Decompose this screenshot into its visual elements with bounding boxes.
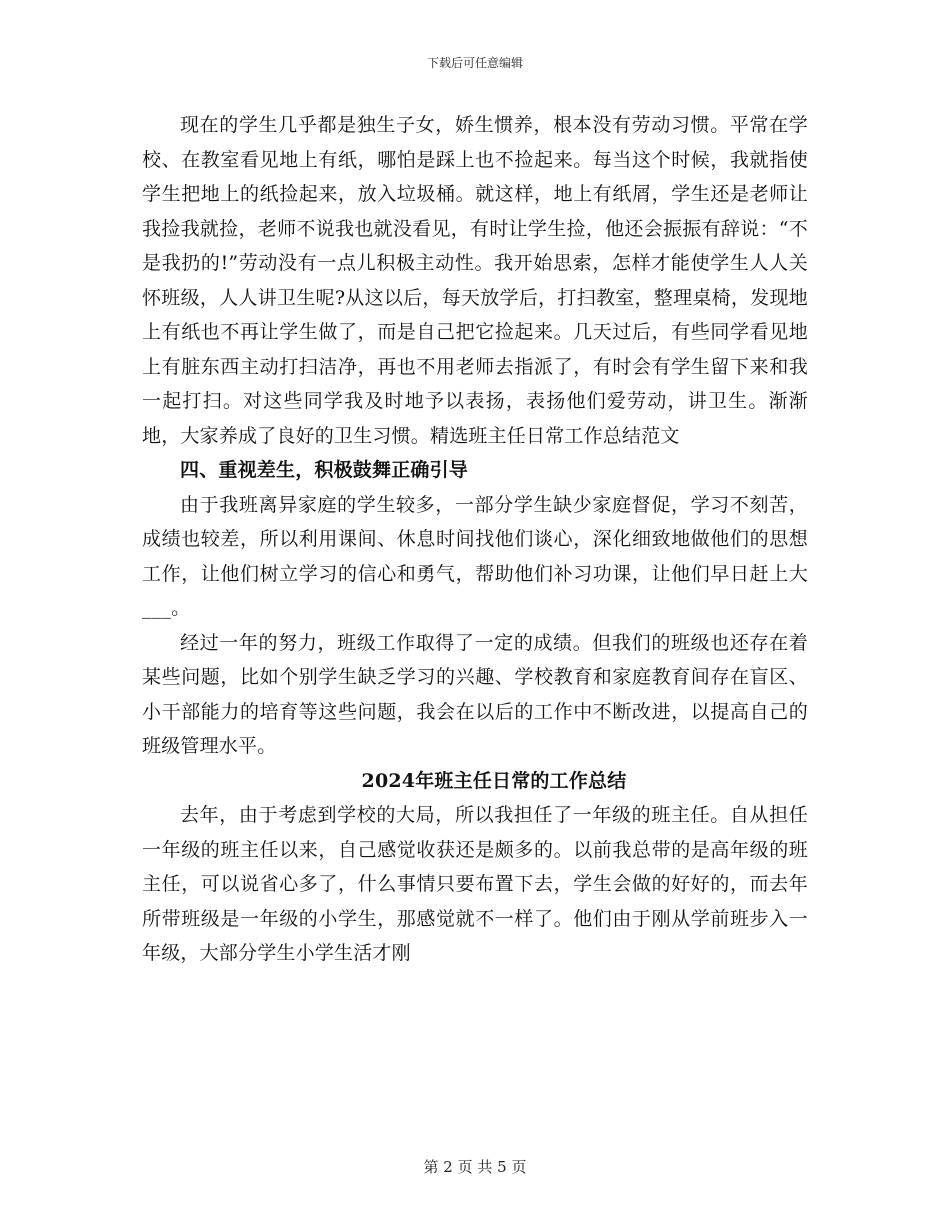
paragraph-summary: 经过一年的努力，班级工作取得了一定的成绩。但我们的班级也还存在着某些问题，比如个别学生缺乏学习的兴趣、学校教育和家庭教育间存在盲区、小干部能力的培育等这些问题，我会在以后的工作中不断改进，以提高自己的班级管理水平。 [142, 631, 808, 757]
paragraph-hygiene: 现在的学生几乎都是独生子女，娇生惯养，根本没有劳动习惯。平常在学校、在教室看见地上有纸，哪怕是踩上也不捡起来。每当这个时候，我就指使学生把地上的纸捡起来，放入垃圾桶。就这样，地上有纸屑，学生还是老师让我捡我就捡，老师不说我也就没看见，有时让学生捡，他还会振振有辞说：“不是我扔的!”劳动没有一点儿积极主动性。我开始思索，怎样才能使学生人人关怀班级，人人讲卫生呢?从这以后，每天放学后，打扫教室，整理桌椅，发现地上有纸也不再让学生做了，而是自己把它捡起来。几天过后，有些同学看见地上有脏东西主动打扫洁净，再也不用老师去指派了，有时会有学生留下来和我一起打扫。对这些同学我及时地予以表扬，表扬他们爱劳动，讲卫生。渐渐地，大家养成了良好的卫生习惯。精选班主任日常工作总结范文 [142, 114, 808, 447]
document-body [142, 108, 808, 971]
page-header: 下载后可任意编辑 [426, 56, 523, 70]
document-title-2024: 2024年班主任日常的工作总结 [361, 769, 627, 792]
paragraph-weak-students: 由于我班离异家庭的学生较多，一部分学生缺少家庭督促，学习不刻苦，成绩也较差，所以利用课间、休息时间找他们谈心，深化细致地做他们的思想工作，让他们树立学习的信心和勇气，帮助他们补习功课，让他们早日赶上大___。 [142, 493, 808, 619]
page-footer: 第 2 页 共 5 页 [423, 1158, 527, 1176]
paragraph-first-grade: 去年，由于考虑到学校的大局，所以我担任了一年级的班主任。自从担任一年级的班主任以来，自己感觉收获还是颇多的。以前我总带的是高年级的班主任，可以说省心多了，什么事情只要布置下去，学生会做的好好的，而去年所带班级是一年级的小学生，那感觉就不一样了。他们由于刚从学前班步入一年级，大部分学生小学生活才刚 [142, 804, 808, 964]
section-heading-4: 四、重视差生，积极鼓舞正确引导 [180, 459, 469, 481]
